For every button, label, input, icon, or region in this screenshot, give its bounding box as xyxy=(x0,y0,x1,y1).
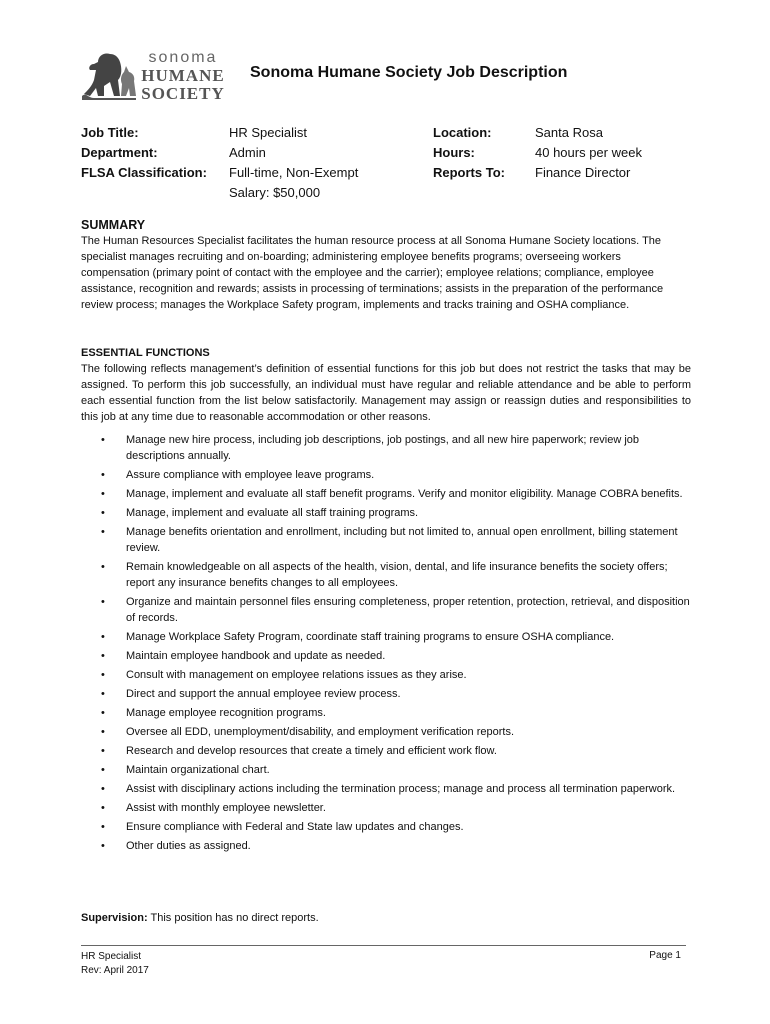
duties-list xyxy=(81,432,691,857)
duty-item xyxy=(81,524,691,556)
department-label: Department: xyxy=(81,145,158,160)
bullet-icon: • xyxy=(101,526,105,538)
info-labels-left xyxy=(81,123,207,183)
bullet-icon: • xyxy=(101,507,105,519)
logo-line-humane: HUMANE xyxy=(141,66,225,85)
duty-item xyxy=(81,819,691,835)
footer-revision: Rev: April 2017 xyxy=(81,965,149,976)
bullet-icon: • xyxy=(101,745,105,757)
duty-text: Manage, implement and evaluate all staff training programs. xyxy=(126,507,419,519)
bullet-icon: • xyxy=(101,434,105,446)
essential-functions-section xyxy=(81,345,691,425)
supervision-text: This position has no direct reports. xyxy=(150,912,319,924)
duty-text: Manage employee recognition programs. xyxy=(126,707,326,719)
duty-text: Consult with management on employee relations issues as they arise. xyxy=(126,669,467,681)
duty-text: Assist with disciplinary actions including the termination process; manage and process all termination paperwork. xyxy=(126,783,676,795)
duty-item xyxy=(81,667,691,683)
info-labels-right xyxy=(433,123,505,183)
footer-page-number: Page 1 xyxy=(649,950,681,961)
summary-heading: SUMMARY xyxy=(81,218,146,232)
summary-text: The Human Resources Specialist facilitates the human resource process at all Sonoma Humane Society locations. The specialist manages recruiting and on-boarding; administering employee benefits programs; overseeing workers compensation (primary point of contact with the employee and the carrier); employee relations; compliance, employee assistance, recognition and rewards; assists in processing of terminations; assists in the preparation of the performance review process; manages the Workplace Safety program, implements and tracks training and OSHA compliance. xyxy=(81,235,664,311)
bullet-icon: • xyxy=(101,469,105,481)
duty-text: Maintain organizational chart. xyxy=(126,764,270,776)
sonoma-humane-society-logo xyxy=(80,50,230,102)
duty-text: Research and develop resources that create a timely and efficient work flow. xyxy=(126,745,497,757)
duty-text: Manage, implement and evaluate all staff benefit programs. Verify and monitor eligibility. Manage COBRA benefits. xyxy=(126,488,683,500)
duty-text: Manage new hire process, including job descriptions, job postings, and all new hire paperwork; review job descriptions annually. xyxy=(126,434,640,462)
duty-item xyxy=(81,781,691,797)
location-value: Santa Rosa xyxy=(535,125,603,140)
duty-item xyxy=(81,762,691,778)
essential-functions-text: The following reflects management’s definition of essential functions for this job but does not restrict the tasks that may be assigned. To perform this job successfully, an individual must have regular and reliable attendance and be able to perform each essential function from the list below satisfactorily. Management may assign or reassign duties and responsibilities to this job at any time due to reasonable accommodation or other reasons. xyxy=(81,363,691,423)
duty-item xyxy=(81,594,691,626)
duty-item xyxy=(81,648,691,664)
info-values-right xyxy=(535,123,642,183)
duty-text: Organize and maintain personnel files ensuring completeness, proper retention, protection, retrieval, and disposition of records. xyxy=(126,596,690,624)
supervision-label: Supervision: xyxy=(81,912,148,924)
flsa-label: FLSA Classification: xyxy=(81,165,207,180)
info-values-left xyxy=(229,123,358,203)
bullet-icon: • xyxy=(101,802,105,814)
duty-text: Assure compliance with employee leave programs. xyxy=(126,469,375,481)
department-value: Admin xyxy=(229,145,266,160)
duty-text: Ensure compliance with Federal and State law updates and changes. xyxy=(126,821,464,833)
salary-value: Salary: $50,000 xyxy=(229,185,321,200)
duty-item xyxy=(81,486,691,502)
duty-text: Oversee all EDD, unemployment/disability, and employment verification reports. xyxy=(126,726,515,738)
bullet-icon: • xyxy=(101,783,105,795)
essential-functions-heading: ESSENTIAL FUNCTIONS xyxy=(81,347,210,359)
document-title: Sonoma Humane Society Job Description xyxy=(250,64,568,81)
duty-item xyxy=(81,705,691,721)
job-title-label: Job Title: xyxy=(81,125,139,140)
bullet-icon: • xyxy=(101,688,105,700)
duty-item xyxy=(81,686,691,702)
bullet-icon: • xyxy=(101,821,105,833)
duty-text: Remain knowledgeable on all aspects of the health, vision, dental, and life insurance benefits the society offers; report any insurance benefits changes to all employees. xyxy=(126,561,668,589)
logo-line-sonoma: sonoma xyxy=(148,49,218,66)
location-label: Location: xyxy=(433,125,492,140)
duty-text: Manage benefits orientation and enrollment, including but not limited to, annual open enrollment, billing statement review. xyxy=(126,526,678,554)
duty-text: Other duties as assigned. xyxy=(126,840,251,852)
duty-text: Direct and support the annual employee review process. xyxy=(126,688,401,700)
reports-to-value: Finance Director xyxy=(535,165,631,180)
duty-item xyxy=(81,505,691,521)
footer-left xyxy=(81,950,149,978)
flsa-value: Full-time, Non-Exempt xyxy=(229,165,359,180)
duty-item xyxy=(81,629,691,645)
bullet-icon: • xyxy=(101,631,105,643)
duty-text: Maintain employee handbook and update as needed. xyxy=(126,650,386,662)
bullet-icon: • xyxy=(101,561,105,573)
bullet-icon: • xyxy=(101,707,105,719)
bullet-icon: • xyxy=(101,764,105,776)
hours-value: 40 hours per week xyxy=(535,145,642,160)
bullet-icon: • xyxy=(101,488,105,500)
bullet-icon: • xyxy=(101,726,105,738)
logo-line-society: SOCIETY xyxy=(141,84,225,103)
reports-to-label: Reports To: xyxy=(433,165,505,180)
duty-item xyxy=(81,467,691,483)
supervision-line xyxy=(81,910,319,926)
footer-divider xyxy=(81,945,686,946)
logo-wordmark xyxy=(135,50,231,102)
duty-text: Assist with monthly employee newsletter. xyxy=(126,802,326,814)
bullet-icon: • xyxy=(101,840,105,852)
duty-item xyxy=(81,838,691,854)
duty-item xyxy=(81,800,691,816)
bullet-icon: • xyxy=(101,669,105,681)
bullet-icon: • xyxy=(101,650,105,662)
duty-item xyxy=(81,559,691,591)
bullet-icon: • xyxy=(101,596,105,608)
hours-label: Hours: xyxy=(433,145,475,160)
footer-doc-name: HR Specialist xyxy=(81,951,142,962)
duty-item xyxy=(81,432,691,464)
animal-silhouette-icon xyxy=(80,50,138,102)
duty-item xyxy=(81,724,691,740)
duty-text: Manage Workplace Safety Program, coordinate staff training programs to ensure OSHA compliance. xyxy=(126,631,615,643)
summary-section xyxy=(81,217,691,313)
duty-item xyxy=(81,743,691,759)
job-title-value: HR Specialist xyxy=(229,125,308,140)
